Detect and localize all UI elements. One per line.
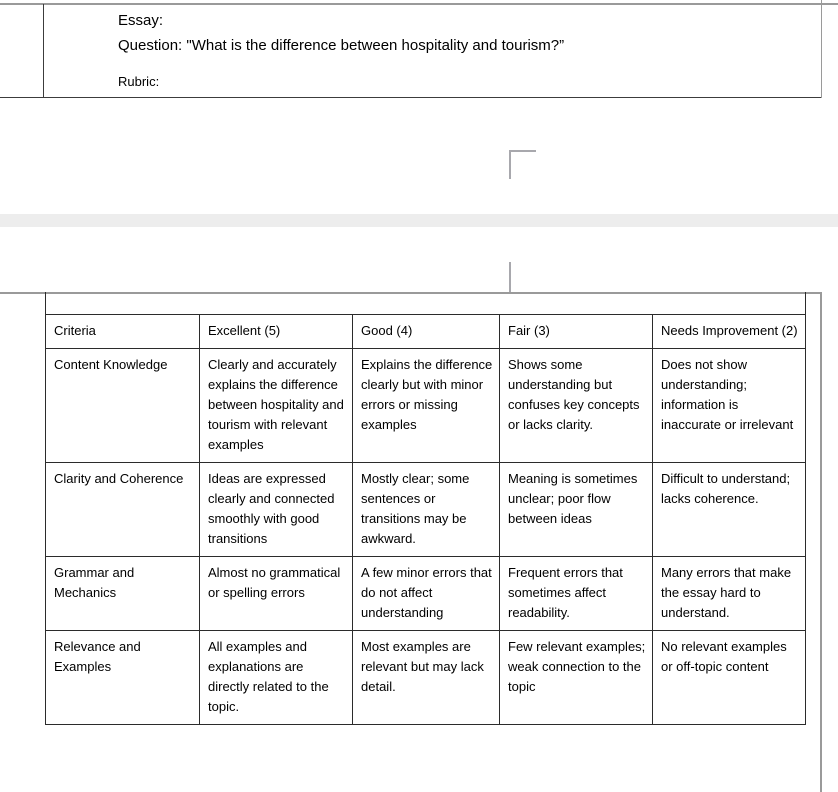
rubric-cell-needs: No relevant examples or off-topic content — [653, 631, 806, 725]
rubric-table — [45, 292, 806, 725]
rubric-spacer-cell — [500, 292, 653, 315]
rubric-header-excellent: Excellent (5) — [200, 315, 353, 349]
rubric-cell-excellent: All examples and explanations are directly related to the topic. — [200, 631, 353, 725]
rubric-spacer-cell — [653, 292, 806, 315]
margin-guide-line — [509, 262, 511, 294]
rubric-spacer-cell — [200, 292, 353, 315]
rubric-cell-criteria: Relevance and Examples — [46, 631, 200, 725]
essay-label: Essay: — [118, 12, 164, 29]
rubric-cell-criteria: Clarity and Coherence — [46, 463, 200, 557]
rubric-cell-needs: Many errors that make the essay hard to understand. — [653, 557, 806, 631]
rubric-spacer-cell — [46, 292, 200, 315]
rubric-spacer-row — [46, 292, 806, 315]
margin-guide-corner-icon — [509, 150, 536, 179]
rubric-cell-good: Mostly clear; some sentences or transitions may be awkward. — [353, 463, 500, 557]
rubric-cell-excellent: Almost no grammatical or spelling errors — [200, 557, 353, 631]
rubric-cell-fair: Frequent errors that sometimes affect readability. — [500, 557, 653, 631]
rubric-label: Rubric: — [118, 74, 160, 89]
page-2-right-border — [820, 292, 822, 792]
rubric-cell-good: Most examples are relevant but may lack detail. — [353, 631, 500, 725]
essay-prompt-cell — [118, 8, 808, 91]
margin-guide-vertical — [509, 150, 511, 179]
table-row — [46, 349, 806, 463]
margin-guide-horizontal — [509, 150, 536, 152]
rubric-cell-good: Explains the difference clearly but with minor errors or missing examples — [353, 349, 500, 463]
table-row — [46, 631, 806, 725]
page-1-table-column-divider — [43, 4, 44, 98]
page-1-right-border — [821, 0, 822, 98]
page-break-gap — [0, 214, 838, 227]
rubric-cell-criteria: Grammar and Mechanics — [46, 557, 200, 631]
essay-question: Question: "What is the difference between hospitality and tourism?” — [118, 37, 565, 54]
rubric-cell-needs: Difficult to understand; lacks coherence. — [653, 463, 806, 557]
rubric-cell-fair: Shows some understanding but confuses key concepts or lacks clarity. — [500, 349, 653, 463]
rubric-header-fair: Fair (3) — [500, 315, 653, 349]
document-page-1 — [0, 0, 838, 214]
rubric-cell-criteria: Content Knowledge — [46, 349, 200, 463]
rubric-cell-fair: Few relevant examples; weak connection to the topic — [500, 631, 653, 725]
rubric-cell-fair: Meaning is sometimes unclear; poor flow between ideas — [500, 463, 653, 557]
table-row — [46, 557, 806, 631]
rubric-cell-excellent: Clearly and accurately explains the difference between hospitality and tourism with relevant examples — [200, 349, 353, 463]
rubric-header-good: Good (4) — [353, 315, 500, 349]
rubric-header-needs-improvement: Needs Improvement (2) — [653, 315, 806, 349]
rubric-cell-good: A few minor errors that do not affect understanding — [353, 557, 500, 631]
rubric-cell-needs: Does not show understanding; information is inaccurate or irrelevant — [653, 349, 806, 463]
rubric-header-row — [46, 315, 806, 349]
table-row — [46, 463, 806, 557]
rubric-header-criteria: Criteria — [46, 315, 200, 349]
rubric-spacer-cell — [353, 292, 500, 315]
rubric-cell-excellent: Ideas are expressed clearly and connected smoothly with good transitions — [200, 463, 353, 557]
rubric-table-body — [46, 292, 806, 725]
